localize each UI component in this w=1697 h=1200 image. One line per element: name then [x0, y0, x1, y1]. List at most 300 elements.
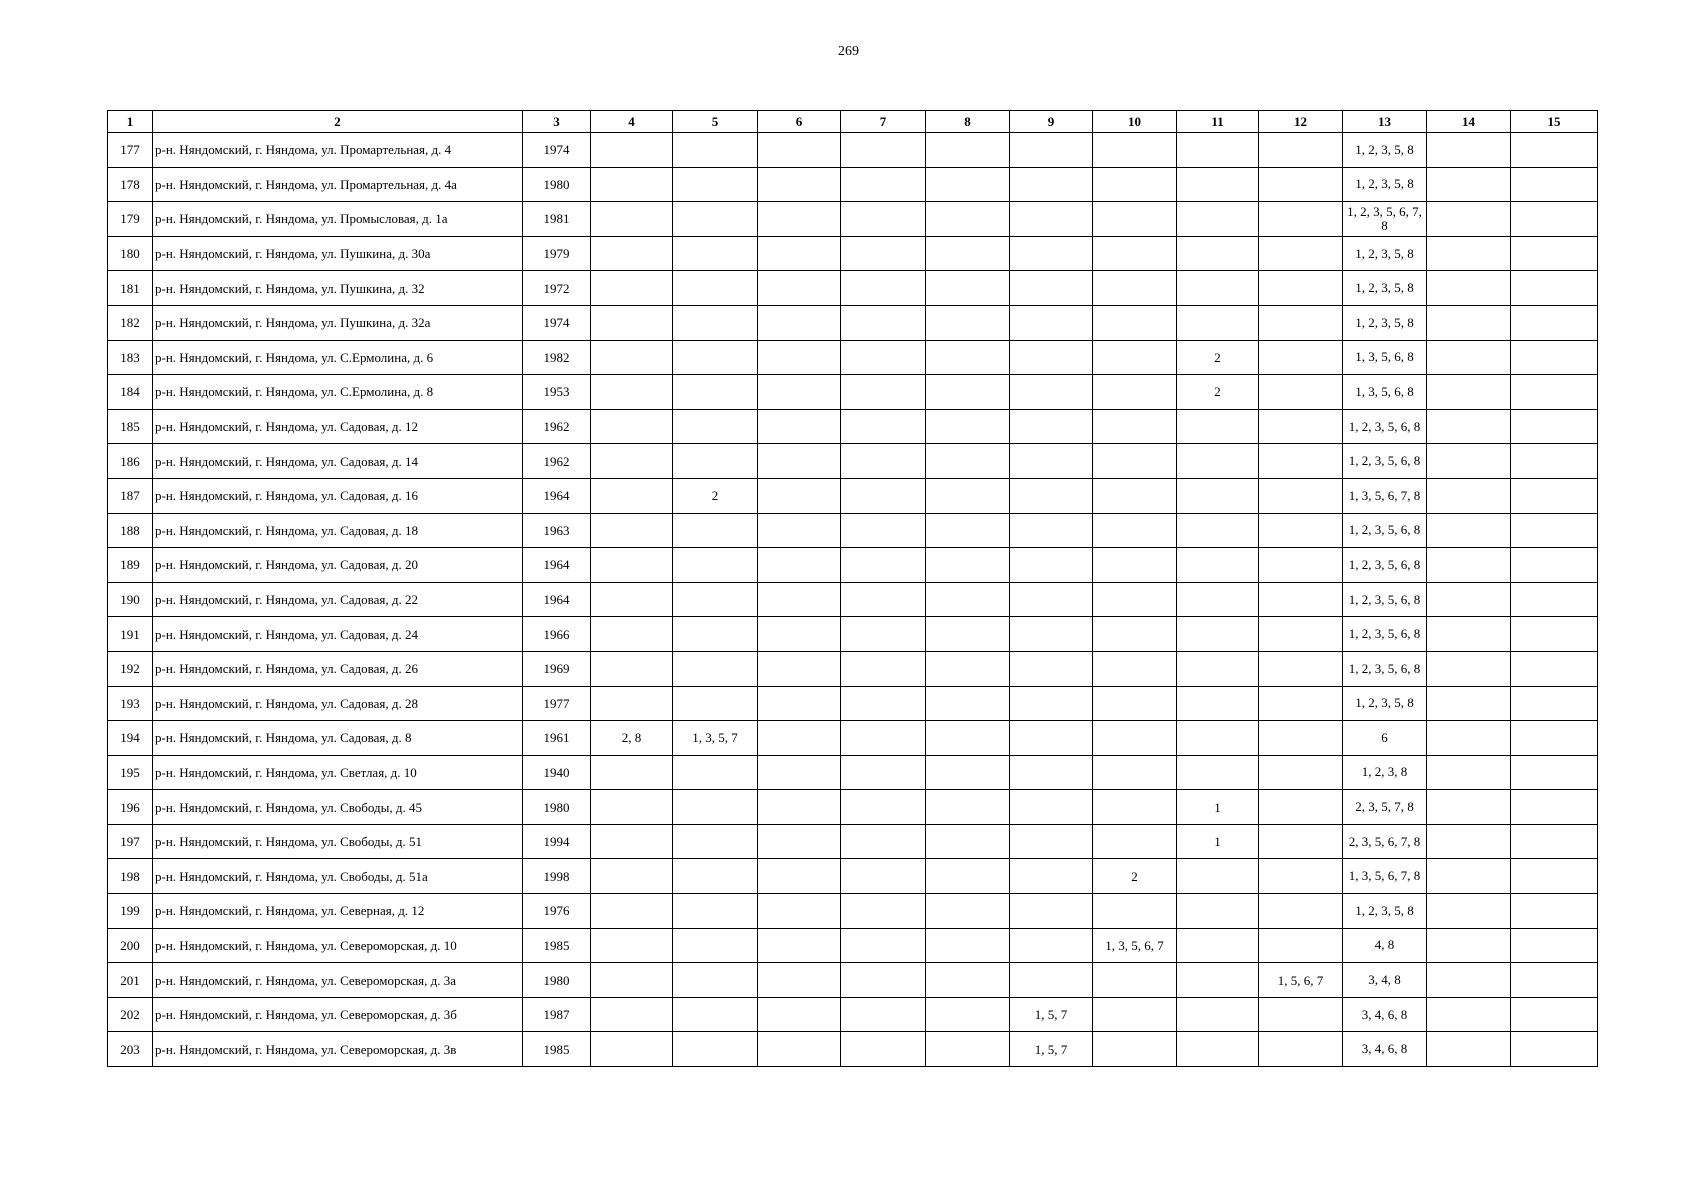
- table-cell: 3, 4, 6, 8: [1343, 997, 1427, 1032]
- table-cell: [1177, 409, 1259, 444]
- table-cell: [591, 928, 673, 963]
- table-cell: 3, 4, 6, 8: [1343, 1032, 1427, 1067]
- table-cell: [1177, 305, 1259, 340]
- table-cell: [758, 271, 841, 306]
- table-cell: [1093, 824, 1177, 859]
- table-row: [108, 790, 1598, 825]
- table-cell: [673, 409, 758, 444]
- row-number-cell: 186: [108, 444, 153, 479]
- table-cell: 1: [1177, 824, 1259, 859]
- table-cell: [1427, 340, 1511, 375]
- table-cell: 1, 2, 3, 5, 8: [1343, 305, 1427, 340]
- table-cell: [1259, 617, 1343, 652]
- table-row: [108, 859, 1598, 894]
- table-cell: [1093, 1032, 1177, 1067]
- table-cell: [1177, 202, 1259, 237]
- table-row: [108, 617, 1598, 652]
- address-cell: р-н. Няндомский, г. Няндома, ул. Североморская, д. 3б: [153, 997, 523, 1032]
- table-cell: 1998: [523, 859, 591, 894]
- table-cell: [1093, 305, 1177, 340]
- table-cell: [673, 790, 758, 825]
- table-cell: [1511, 271, 1598, 306]
- table-cell: [758, 1032, 841, 1067]
- table-cell: [1511, 997, 1598, 1032]
- table-cell: [1259, 305, 1343, 340]
- table-cell: [1511, 617, 1598, 652]
- table-cell: [926, 686, 1010, 721]
- address-cell: р-н. Няндомский, г. Няндома, ул. Садовая, д. 12: [153, 409, 523, 444]
- table-cell: [1427, 859, 1511, 894]
- table-cell: [1259, 686, 1343, 721]
- table-cell: 1, 3, 5, 6, 8: [1343, 340, 1427, 375]
- table-cell: 1980: [523, 790, 591, 825]
- row-number-cell: 187: [108, 478, 153, 513]
- table-cell: [758, 928, 841, 963]
- table-cell: [926, 617, 1010, 652]
- table-cell: 1, 5, 6, 7: [1259, 963, 1343, 998]
- table-cell: [591, 651, 673, 686]
- table-cell: [1093, 894, 1177, 929]
- table-cell: [758, 582, 841, 617]
- table-cell: [1177, 548, 1259, 583]
- table-cell: [673, 133, 758, 168]
- table-cell: 2, 3, 5, 6, 7, 8: [1343, 824, 1427, 859]
- table-cell: [673, 894, 758, 929]
- table-cell: [1511, 202, 1598, 237]
- column-header-2: 2: [153, 111, 523, 133]
- table-cell: 6: [1343, 721, 1427, 756]
- table-cell: 1, 2, 3, 5, 6, 8: [1343, 582, 1427, 617]
- table-cell: [1427, 755, 1511, 790]
- table-cell: [926, 409, 1010, 444]
- table-cell: [841, 928, 926, 963]
- table-cell: [926, 305, 1010, 340]
- table-cell: [1259, 548, 1343, 583]
- table-cell: [926, 271, 1010, 306]
- table-cell: [1177, 997, 1259, 1032]
- table-cell: [1427, 444, 1511, 479]
- table-row: [108, 202, 1598, 237]
- table-cell: 1: [1177, 790, 1259, 825]
- table-cell: [1427, 894, 1511, 929]
- table-row: [108, 894, 1598, 929]
- table-cell: [841, 271, 926, 306]
- table-cell: [1511, 513, 1598, 548]
- table-cell: [758, 409, 841, 444]
- table-cell: [1511, 755, 1598, 790]
- table-cell: 1940: [523, 755, 591, 790]
- column-header-13: 13: [1343, 111, 1427, 133]
- table-cell: [1259, 133, 1343, 168]
- address-cell: р-н. Няндомский, г. Няндома, ул. Садовая, д. 22: [153, 582, 523, 617]
- table-cell: [591, 305, 673, 340]
- table-row: [108, 721, 1598, 756]
- address-cell: р-н. Няндомский, г. Няндома, ул. Садовая, д. 20: [153, 548, 523, 583]
- table-cell: [1511, 478, 1598, 513]
- table-cell: [841, 617, 926, 652]
- column-header-14: 14: [1427, 111, 1511, 133]
- table-cell: 1969: [523, 651, 591, 686]
- table-cell: 1964: [523, 582, 591, 617]
- table-cell: [758, 236, 841, 271]
- column-header-8: 8: [926, 111, 1010, 133]
- table-cell: [1259, 651, 1343, 686]
- table-cell: [673, 444, 758, 479]
- table-cell: [1427, 582, 1511, 617]
- table-cell: [841, 444, 926, 479]
- table-cell: [1010, 790, 1093, 825]
- table-cell: [1511, 894, 1598, 929]
- table-cell: [841, 513, 926, 548]
- table-cell: [591, 755, 673, 790]
- table-cell: [1010, 928, 1093, 963]
- table-cell: [926, 202, 1010, 237]
- column-header-7: 7: [841, 111, 926, 133]
- table-cell: [591, 202, 673, 237]
- table-cell: [591, 548, 673, 583]
- table-cell: [1177, 963, 1259, 998]
- table-cell: [1511, 375, 1598, 410]
- table-cell: [673, 997, 758, 1032]
- table-cell: 1, 3, 5, 6, 7, 8: [1343, 859, 1427, 894]
- table-cell: [673, 651, 758, 686]
- table-row: [108, 133, 1598, 168]
- table-cell: [758, 478, 841, 513]
- row-number-cell: 200: [108, 928, 153, 963]
- address-cell: р-н. Няндомский, г. Няндома, ул. Садовая, д. 16: [153, 478, 523, 513]
- row-number-cell: 180: [108, 236, 153, 271]
- table-cell: 1, 5, 7: [1010, 997, 1093, 1032]
- table-cell: [926, 963, 1010, 998]
- table-cell: [1010, 859, 1093, 894]
- table-cell: 1962: [523, 409, 591, 444]
- table-cell: [1010, 133, 1093, 168]
- table-cell: [758, 755, 841, 790]
- table-cell: [1093, 409, 1177, 444]
- table-cell: [926, 721, 1010, 756]
- table-cell: [1010, 582, 1093, 617]
- table-cell: [1259, 478, 1343, 513]
- table-cell: [758, 305, 841, 340]
- table-cell: [758, 824, 841, 859]
- table-cell: [1093, 963, 1177, 998]
- table-cell: 1981: [523, 202, 591, 237]
- table-cell: [1259, 202, 1343, 237]
- table-cell: 1, 3, 5, 6, 8: [1343, 375, 1427, 410]
- table-cell: [1010, 651, 1093, 686]
- table-cell: 1, 3, 5, 7: [673, 721, 758, 756]
- table-cell: [673, 928, 758, 963]
- table-cell: 1, 2, 3, 5, 6, 8: [1343, 617, 1427, 652]
- address-cell: р-н. Няндомский, г. Няндома, ул. Свободы, д. 51: [153, 824, 523, 859]
- table-cell: 1, 2, 3, 5, 8: [1343, 894, 1427, 929]
- table-cell: 1, 2, 3, 5, 8: [1343, 271, 1427, 306]
- table-cell: [1177, 928, 1259, 963]
- table-cell: [1177, 686, 1259, 721]
- table-cell: [1427, 513, 1511, 548]
- table-cell: 1964: [523, 478, 591, 513]
- table-cell: [1259, 721, 1343, 756]
- table-cell: [1010, 963, 1093, 998]
- table-cell: [1010, 548, 1093, 583]
- table-cell: [1259, 340, 1343, 375]
- table-cell: [673, 548, 758, 583]
- table-cell: [673, 1032, 758, 1067]
- table-cell: [1259, 409, 1343, 444]
- row-number-cell: 192: [108, 651, 153, 686]
- table-cell: [591, 444, 673, 479]
- table-cell: [1177, 582, 1259, 617]
- table-cell: [591, 478, 673, 513]
- table-row: [108, 236, 1598, 271]
- column-header-3: 3: [523, 111, 591, 133]
- table-cell: [1010, 305, 1093, 340]
- table-cell: [926, 444, 1010, 479]
- table-row: [108, 375, 1598, 410]
- table-cell: 1, 2, 3, 5, 6, 7, 8: [1343, 202, 1427, 237]
- table-cell: [673, 824, 758, 859]
- table-cell: [673, 375, 758, 410]
- table-cell: [1511, 686, 1598, 721]
- table-cell: [1177, 859, 1259, 894]
- row-number-cell: 196: [108, 790, 153, 825]
- table-cell: [591, 1032, 673, 1067]
- table-cell: [1177, 478, 1259, 513]
- table-cell: [841, 963, 926, 998]
- table-cell: [591, 790, 673, 825]
- table-cell: [1259, 997, 1343, 1032]
- table-cell: [591, 340, 673, 375]
- table-cell: [1177, 721, 1259, 756]
- address-cell: р-н. Няндомский, г. Няндома, ул. Североморская, д. 3а: [153, 963, 523, 998]
- table-cell: [673, 963, 758, 998]
- row-number-cell: 201: [108, 963, 153, 998]
- table-cell: [758, 997, 841, 1032]
- table-cell: [591, 375, 673, 410]
- table-cell: [591, 513, 673, 548]
- table-cell: [841, 686, 926, 721]
- row-number-cell: 184: [108, 375, 153, 410]
- table-cell: [1259, 582, 1343, 617]
- table-cell: 1974: [523, 305, 591, 340]
- row-number-cell: 185: [108, 409, 153, 444]
- row-number-cell: 178: [108, 167, 153, 202]
- table-row: [108, 824, 1598, 859]
- table-cell: [1427, 686, 1511, 721]
- table-cell: [1259, 894, 1343, 929]
- column-header-12: 12: [1259, 111, 1343, 133]
- column-header-5: 5: [673, 111, 758, 133]
- table-cell: [1010, 721, 1093, 756]
- table-cell: [1511, 651, 1598, 686]
- table-cell: [673, 755, 758, 790]
- table-cell: [926, 651, 1010, 686]
- row-number-cell: 203: [108, 1032, 153, 1067]
- table-cell: [1093, 686, 1177, 721]
- table-cell: [926, 859, 1010, 894]
- table-cell: [1093, 651, 1177, 686]
- table-row: [108, 167, 1598, 202]
- table-cell: [758, 963, 841, 998]
- table-cell: [1427, 963, 1511, 998]
- address-cell: р-н. Няндомский, г. Няндома, ул. Свободы, д. 51а: [153, 859, 523, 894]
- table-cell: [1093, 478, 1177, 513]
- address-cell: р-н. Няндомский, г. Няндома, ул. Пушкина, д. 32: [153, 271, 523, 306]
- table-cell: 1966: [523, 617, 591, 652]
- table-cell: [1427, 548, 1511, 583]
- table-cell: [841, 582, 926, 617]
- table-cell: [758, 375, 841, 410]
- table-row: [108, 478, 1598, 513]
- table-cell: [1177, 513, 1259, 548]
- table-cell: 1976: [523, 894, 591, 929]
- table-cell: [1259, 271, 1343, 306]
- table-cell: [1259, 859, 1343, 894]
- table-cell: [673, 167, 758, 202]
- table-row: [108, 444, 1598, 479]
- table-cell: [1511, 790, 1598, 825]
- table-cell: [1010, 513, 1093, 548]
- table-cell: [1010, 167, 1093, 202]
- table-cell: [673, 202, 758, 237]
- table-body: [108, 133, 1598, 1067]
- row-number-cell: 188: [108, 513, 153, 548]
- address-cell: р-н. Няндомский, г. Няндома, ул. Североморская, д. 3в: [153, 1032, 523, 1067]
- table-cell: [841, 651, 926, 686]
- table-cell: [926, 513, 1010, 548]
- address-cell: р-н. Няндомский, г. Няндома, ул. Промартельная, д. 4а: [153, 167, 523, 202]
- column-header-15: 15: [1511, 111, 1598, 133]
- table-cell: 1963: [523, 513, 591, 548]
- row-number-cell: 190: [108, 582, 153, 617]
- table-cell: [673, 686, 758, 721]
- table-cell: [1010, 236, 1093, 271]
- table-cell: [758, 894, 841, 929]
- column-header-10: 10: [1093, 111, 1177, 133]
- table-cell: 1, 3, 5, 6, 7, 8: [1343, 478, 1427, 513]
- table-cell: [1511, 236, 1598, 271]
- table-cell: [591, 997, 673, 1032]
- table-cell: [1010, 894, 1093, 929]
- table-cell: [1427, 997, 1511, 1032]
- table-cell: [1511, 340, 1598, 375]
- row-number-cell: 198: [108, 859, 153, 894]
- table-cell: [1010, 824, 1093, 859]
- table-cell: [926, 375, 1010, 410]
- table-cell: [673, 582, 758, 617]
- table-cell: [1093, 340, 1177, 375]
- table-cell: [1259, 790, 1343, 825]
- table-cell: 4, 8: [1343, 928, 1427, 963]
- table-cell: 1953: [523, 375, 591, 410]
- address-cell: р-н. Няндомский, г. Няндома, ул. Пушкина, д. 32а: [153, 305, 523, 340]
- row-number-cell: 197: [108, 824, 153, 859]
- table-cell: [673, 859, 758, 894]
- table-cell: [1427, 133, 1511, 168]
- table-row: [108, 409, 1598, 444]
- table-cell: [841, 167, 926, 202]
- table-cell: 1, 2, 3, 8: [1343, 755, 1427, 790]
- table-cell: [1511, 859, 1598, 894]
- table-cell: 1964: [523, 548, 591, 583]
- row-number-cell: 181: [108, 271, 153, 306]
- table-cell: [1093, 755, 1177, 790]
- table-cell: [1010, 340, 1093, 375]
- row-number-cell: 193: [108, 686, 153, 721]
- table-cell: 1, 2, 3, 5, 8: [1343, 686, 1427, 721]
- page-number: 269: [838, 44, 859, 59]
- table-cell: [1010, 409, 1093, 444]
- table-cell: [1511, 305, 1598, 340]
- address-cell: р-н. Няндомский, г. Няндома, ул. Северная, д. 12: [153, 894, 523, 929]
- table-cell: [841, 755, 926, 790]
- table-cell: [1177, 271, 1259, 306]
- table-cell: [1427, 1032, 1511, 1067]
- table-cell: [1093, 167, 1177, 202]
- table-cell: 1994: [523, 824, 591, 859]
- table-cell: [1010, 271, 1093, 306]
- table-cell: 1980: [523, 963, 591, 998]
- table-cell: [1259, 513, 1343, 548]
- table-cell: [1259, 755, 1343, 790]
- table-cell: [1010, 375, 1093, 410]
- table-cell: [591, 133, 673, 168]
- table-cell: [1259, 167, 1343, 202]
- table-cell: [591, 686, 673, 721]
- table-cell: 1, 5, 7: [1010, 1032, 1093, 1067]
- table-cell: [591, 167, 673, 202]
- table-cell: [1093, 133, 1177, 168]
- table-row: [108, 755, 1598, 790]
- table-cell: [673, 271, 758, 306]
- column-header-4: 4: [591, 111, 673, 133]
- table-cell: [841, 859, 926, 894]
- table-cell: 1985: [523, 928, 591, 963]
- table-cell: [926, 997, 1010, 1032]
- table-cell: [926, 582, 1010, 617]
- table-cell: [758, 133, 841, 168]
- table-row: [108, 513, 1598, 548]
- table-cell: 1, 2, 3, 5, 6, 8: [1343, 651, 1427, 686]
- table-cell: [926, 1032, 1010, 1067]
- table-cell: [1093, 271, 1177, 306]
- table-cell: [1511, 444, 1598, 479]
- table-cell: [926, 755, 1010, 790]
- address-cell: р-н. Няндомский, г. Няндома, ул. Североморская, д. 10: [153, 928, 523, 963]
- table-row: [108, 340, 1598, 375]
- table-cell: [926, 824, 1010, 859]
- address-cell: р-н. Няндомский, г. Няндома, ул. Пушкина, д. 30а: [153, 236, 523, 271]
- table-cell: 1980: [523, 167, 591, 202]
- table-cell: [1427, 721, 1511, 756]
- row-number-cell: 179: [108, 202, 153, 237]
- row-number-cell: 177: [108, 133, 153, 168]
- table-cell: 1, 2, 3, 5, 6, 8: [1343, 513, 1427, 548]
- table-cell: [758, 651, 841, 686]
- table-cell: [591, 824, 673, 859]
- table-cell: [1427, 375, 1511, 410]
- table-row: [108, 928, 1598, 963]
- table-cell: [926, 340, 1010, 375]
- table-cell: 3, 4, 8: [1343, 963, 1427, 998]
- table-cell: [1177, 1032, 1259, 1067]
- table-cell: [841, 721, 926, 756]
- table-cell: [1177, 133, 1259, 168]
- table-cell: 1974: [523, 133, 591, 168]
- table-cell: [1511, 1032, 1598, 1067]
- table-cell: [1093, 444, 1177, 479]
- table-cell: 1987: [523, 997, 591, 1032]
